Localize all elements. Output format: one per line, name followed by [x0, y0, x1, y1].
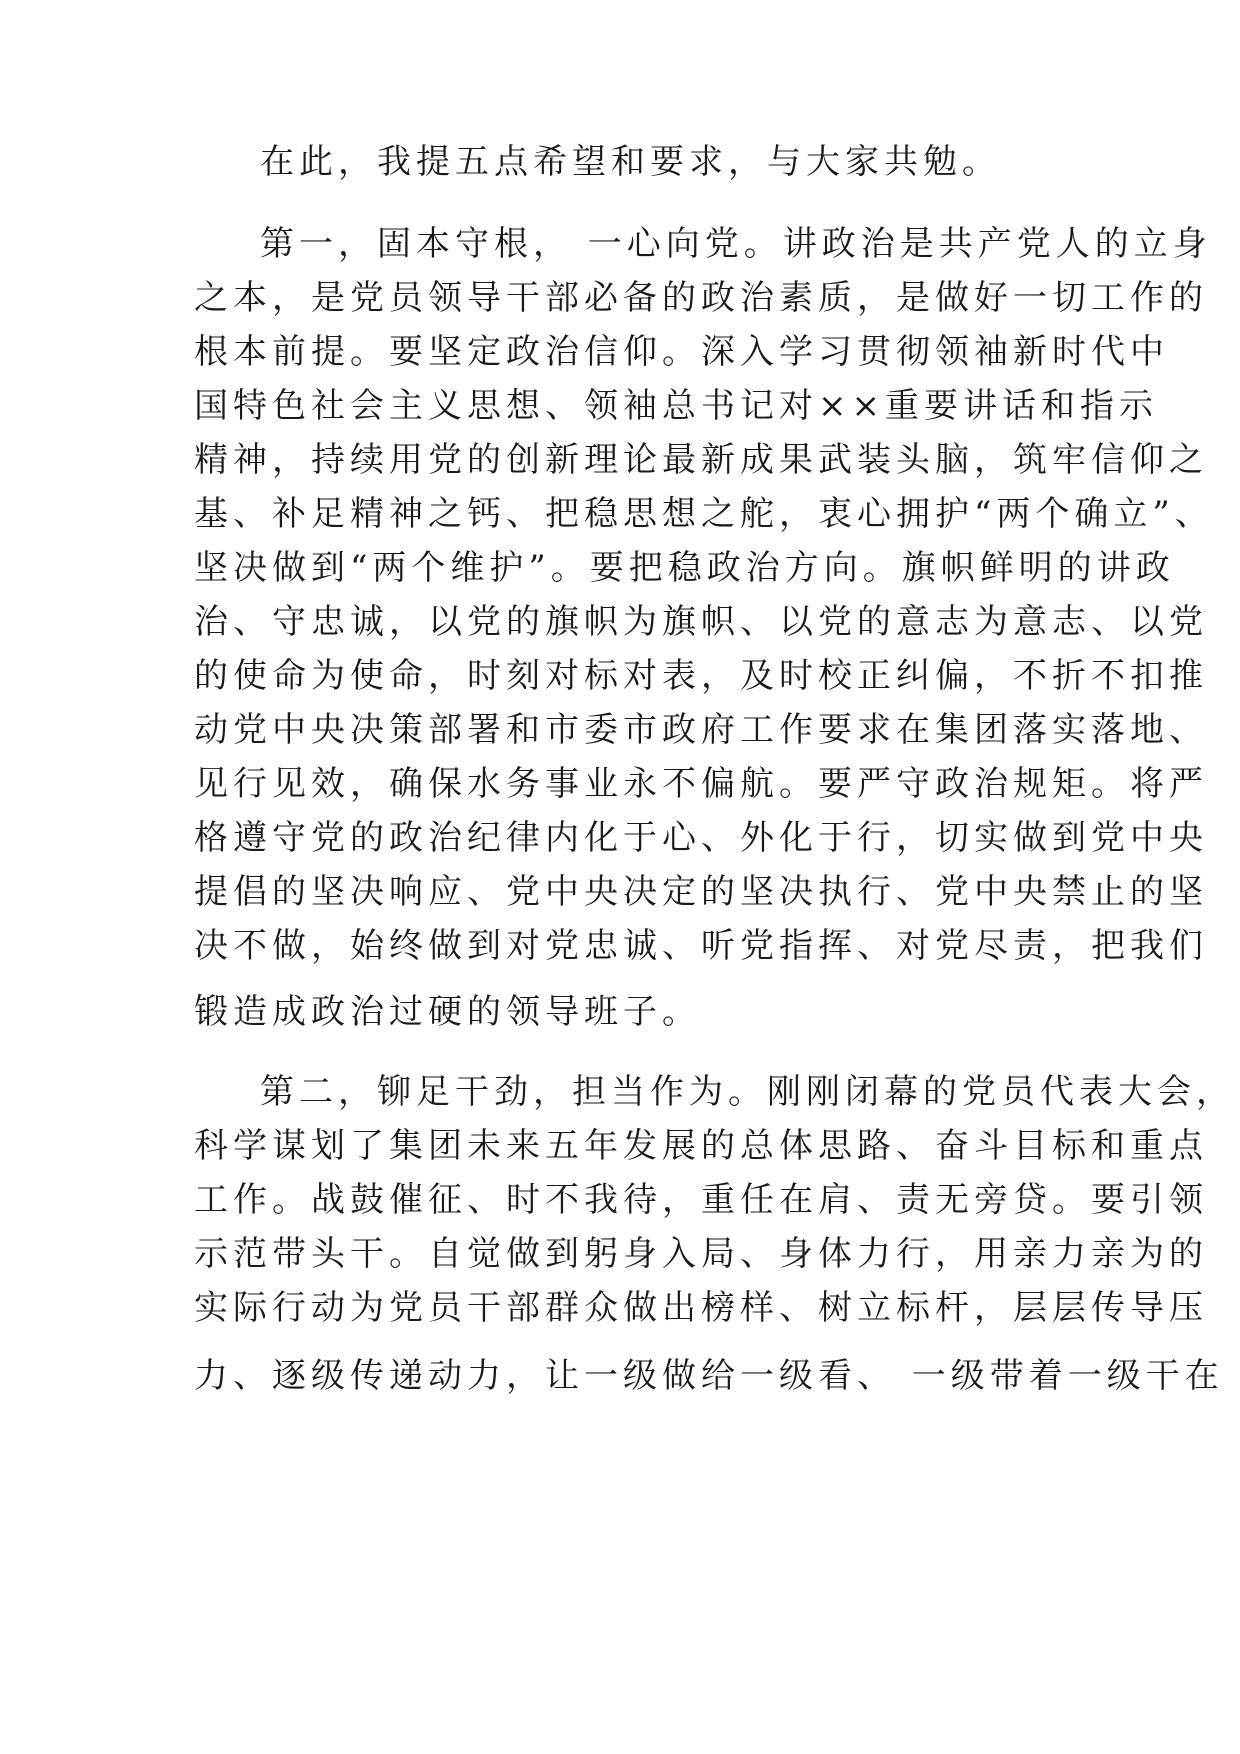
text-line: 第二，铆足干劲，担当作为。刚刚闭幕的党员代表大会，	[260, 1072, 1235, 1112]
text-line: 科学谋划了集团未来五年发展的总体思路、奋斗目标和重点	[194, 1126, 1208, 1166]
text-line: 的使命为使命，时刻对标对表，及时校正纠偏，不折不扣推	[194, 656, 1208, 696]
text-line: 提倡的坚决响应、党中央决定的坚决执行、党中央禁止的坚	[194, 872, 1208, 912]
text-line: 之本，是党员领导干部必备的政治素质，是做好一切工作的	[194, 278, 1208, 318]
text-line: 工作。战鼓催征、时不我待，重任在肩、责无旁贷。要引领	[194, 1180, 1208, 1220]
text-line: 动党中央决策部署和市委市政府工作要求在集团落实落地、	[194, 710, 1208, 750]
text-line: 见行见效，确保水务事业永不偏航。要严守政治规矩。将严	[194, 764, 1208, 804]
text-line: 第一，固本守根， 一心向党。讲政治是共产党人的立身	[260, 224, 1212, 264]
text-line: 国特色社会主义思想、领袖总书记对××重要讲话和指示	[194, 386, 1158, 426]
text-line: 在此，我提五点希望和要求，与大家共勉。	[260, 142, 1001, 182]
text-line: 示范带头干。自觉做到躬身入局、身体力行，用亲力亲为的	[194, 1234, 1208, 1274]
text-line: 基、补足精神之钙、把稳思想之舵，衷心拥护“两个确立”、	[194, 494, 1214, 534]
text-line: 锻造成政治过硬的领导班子。	[194, 992, 701, 1032]
text-line: 精神，持续用党的创新理论最新成果武装头脑，筑牢信仰之	[194, 440, 1208, 480]
text-line: 实际行动为党员干部群众做出榜样、树立标杆，层层传导压	[194, 1288, 1208, 1328]
text-line: 坚决做到“两个维护”。要把稳政治方向。旗帜鲜明的讲政	[194, 548, 1175, 588]
text-line: 格遵守党的政治纪律内化于心、外化于行，切实做到党中央	[194, 818, 1208, 858]
text-line: 根本前提。要坚定政治信仰。深入学习贯彻领袖新时代中	[194, 332, 1169, 372]
text-line: 治、守忠诚，以党的旗帜为旗帜、以党的意志为意志、以党	[194, 602, 1208, 642]
text-line: 力、逐级传递动力，让一级做给一级看、 一级带着一级干在	[194, 1356, 1224, 1396]
text-line: 决不做，始终做到对党忠诚、听党指挥、对党尽责，把我们	[194, 926, 1208, 966]
